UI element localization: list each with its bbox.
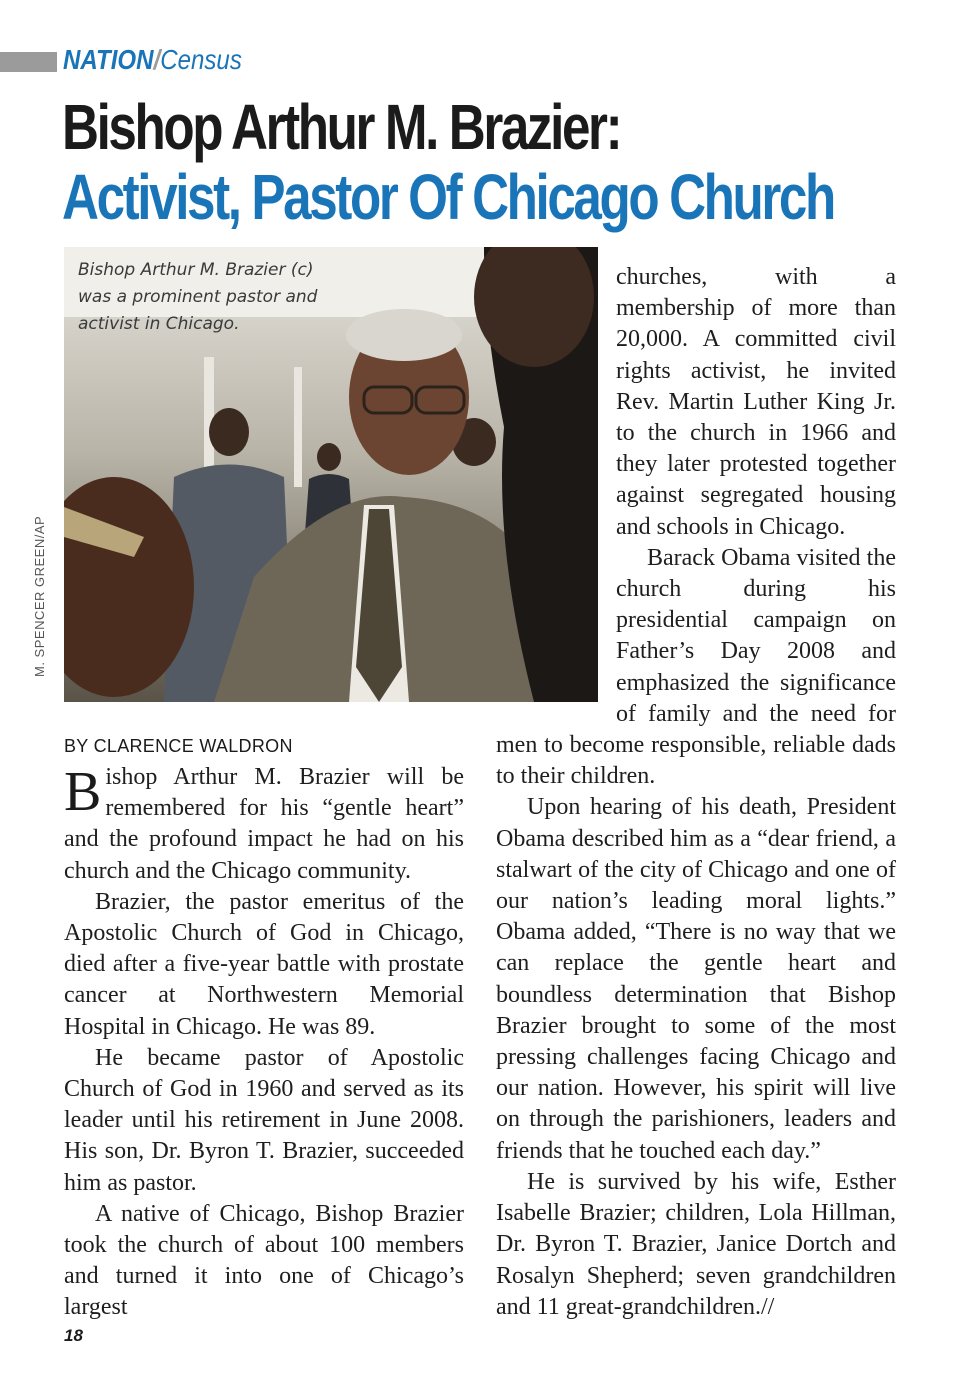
drop-cap: B — [64, 761, 102, 823]
paragraph-1-text: ishop Arthur M. Brazier will be remembered for his “gentle heart” and the profound impact he had on his church and the Chicago community. — [64, 764, 464, 884]
paragraph-8: He is survived by his wife, Esther Isabelle Brazier; children, Lola Hillman, Dr. Byron T. Brazier, Janice Dortch and Rosalyn Shepherd; seven grandchildren and 11 great-grandchildren.// — [496, 1168, 896, 1320]
paragraph-4: A native of Chicago, Bishop Brazier took the church of about 100 members and turned it into one of Chicago’s largest — [64, 1200, 464, 1321]
paragraph-3: He became pastor of Apostolic Church of God in 1960 and served as its leader until his retirement in June 2008. His son, Dr. Byron T. Brazier, succeeded him as pastor. — [64, 1044, 464, 1196]
paragraph-6: Barack Obama visited the church during his presidential campaign on Father’s Day 2008 and emphasized the significance of family and the need for men to become responsible, reliable dads to their children. — [496, 544, 896, 790]
page-number: 18 — [64, 1326, 83, 1345]
article-column-left — [64, 762, 464, 1324]
paragraph-1 — [64, 762, 464, 887]
section-secondary: Census — [160, 44, 242, 75]
section-primary: NATION — [63, 44, 154, 75]
paragraph-7: Upon hearing of his death, President Obama described him as a “dear friend, a stalwart of the city of Chicago and one of our nation’s leading moral lights.” Obama added, “There is no way that we can replace the gentle heart and boundless determination that Bishop Brazier brought to some of the most pressing challenges facing Chicago and our nation. However, his spirit will live on through the parishioners, leaders and friends that he touched each day.” — [496, 794, 896, 1164]
headline-line-2: Activist, Pastor Of Chicago Church — [62, 161, 834, 233]
article-column-right — [496, 262, 896, 1323]
byline: BY CLARENCE WALDRON — [64, 736, 293, 756]
section-bar — [0, 52, 57, 72]
photo-wrap-spacer — [496, 262, 616, 730]
headline-line-1: Bishop Arthur M. Brazier: — [62, 91, 621, 163]
photo-credit: M. SPENCER GREEN/AP — [32, 515, 47, 677]
section-separator: / — [153, 44, 161, 75]
paragraph-2: Brazier, the pastor emeritus of the Apostolic Church of God in Chicago, died after a five-year battle with prostate cancer at Northwestern Memorial Hospital in Chicago. He was 89. — [64, 888, 464, 1040]
section-label — [63, 44, 242, 76]
photo-caption: Bishop Arthur M. Brazier (c) was a prominent pastor and activist in Chicago. — [78, 260, 318, 334]
paragraph-5: churches, with a membership of more than 20,000. A committed civil rights activist, he invited Rev. Martin Luther King Jr. to the church in 1966 and they later protested together against segregated housing and schools in Chicago. — [616, 264, 896, 540]
